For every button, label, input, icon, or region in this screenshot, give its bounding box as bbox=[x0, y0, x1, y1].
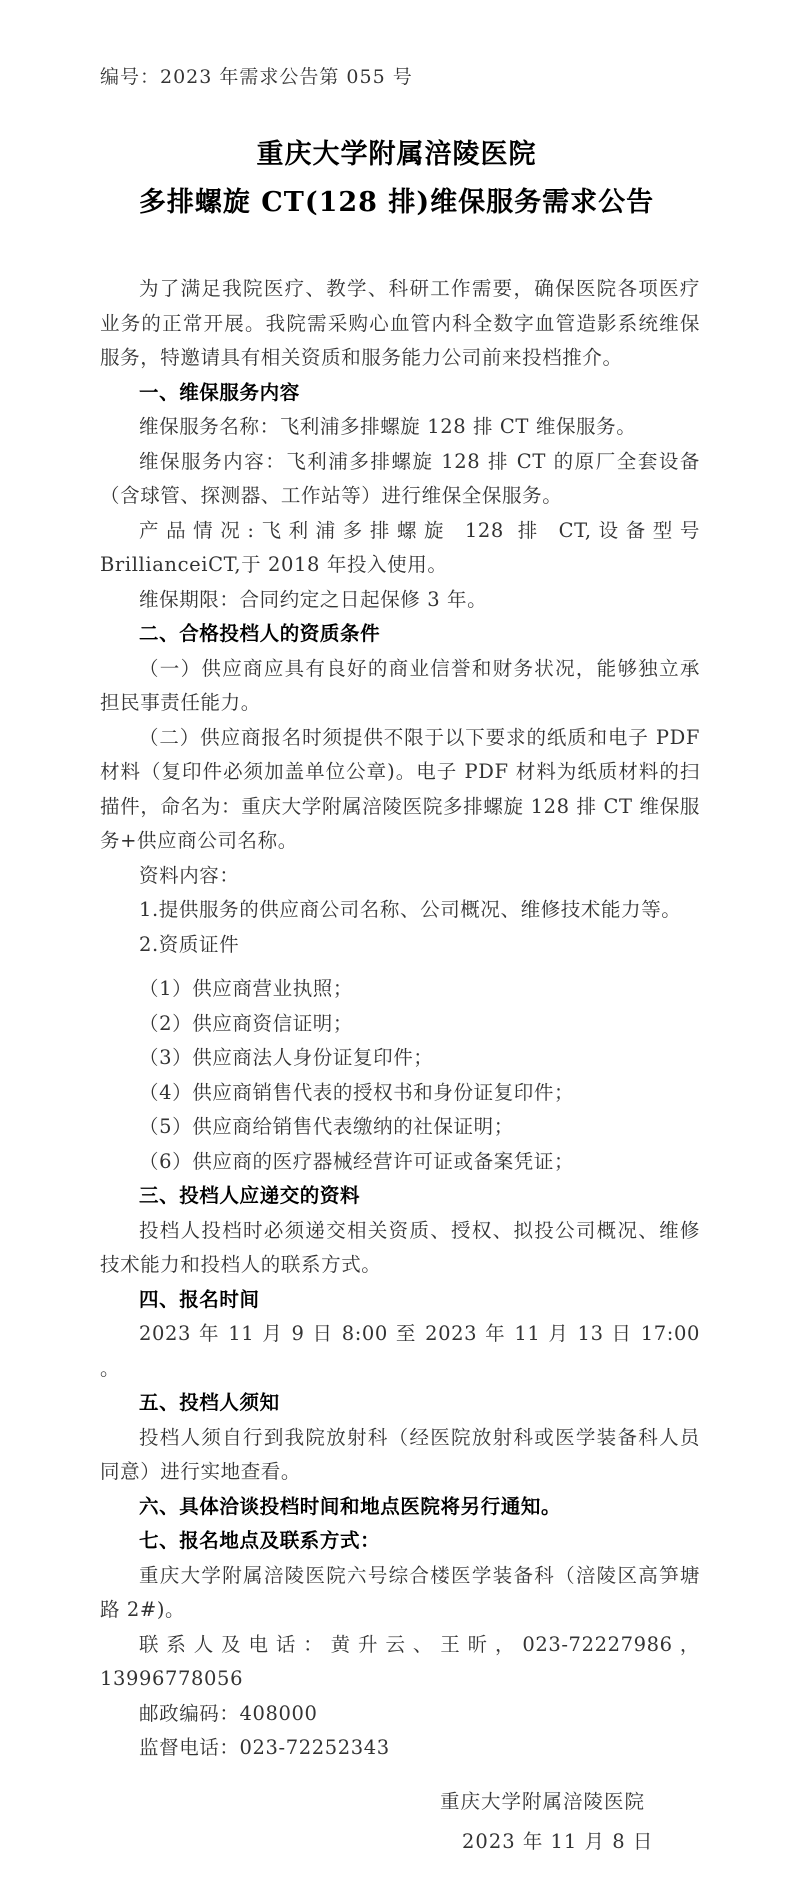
bidder-notice: 投档人须自行到我院放射科（经医院放射科或医学装备科人员同意）进行实地查看。 bbox=[100, 1425, 700, 1483]
cert-item: （3）供应商法人身份证复印件； bbox=[139, 1046, 434, 1069]
intro-paragraph: 为了满足我院医疗、教学、科研工作需要，确保医院各项医疗业务的正常开展。我院需采购心血管内科全数字血管造影系统维保服务，特邀请具有相关资质和服务能力公司前来投档推介。 bbox=[100, 277, 700, 369]
document-number: 编号：2023 年需求公告第 055 号 bbox=[100, 66, 413, 88]
service-name: 维保服务名称：飞利浦多排螺旋 128 排 CT 维保服务。 bbox=[139, 415, 637, 438]
section-heading-4: 四、报名时间 bbox=[139, 1287, 260, 1311]
document-body bbox=[100, 272, 700, 1766]
cert-item: （2）供应商资信证明； bbox=[139, 1011, 354, 1035]
section-heading-5: 五、投档人须知 bbox=[139, 1391, 280, 1414]
signature-organization: 重庆大学附属涪陵医院 bbox=[440, 1790, 646, 1813]
cert-item: （1）供应商营业执照； bbox=[139, 977, 354, 1000]
service-period: 维保期限：合同约定之日起保修 3 年。 bbox=[139, 587, 488, 611]
title-hospital: 重庆大学附属涪陵医院 bbox=[256, 139, 537, 170]
section-heading-2: 二、合格投档人的资质条件 bbox=[139, 622, 381, 645]
product-info: 产品情况:飞利浦多排螺旋 128 排 CT,设备型号 BrillianceiCT,于 2018 年投入使用。 bbox=[100, 518, 700, 576]
section-heading-1: 一、维保服务内容 bbox=[139, 380, 300, 404]
cert-item: （5）供应商给销售代表缴纳的社保证明； bbox=[139, 1115, 514, 1138]
supervision-phone: 监督电话：023-72252343 bbox=[139, 1736, 390, 1759]
qualification-item-2: （二）供应商报名时须提供不限于以下要求的纸质和电子 PDF 材料（复印件必须加盖单位公章)。电子 PDF 材料为纸质材料的扫描件，命名为：重庆大学附属涪陵医院多排螺旋 128 排 CT 维保服务+供应商公司名称。 bbox=[100, 725, 700, 852]
material-item-2: 2.资质证件 bbox=[139, 932, 240, 956]
material-item-1: 1.提供服务的供应商公司名称、公司概况、维修技术能力等。 bbox=[139, 898, 682, 921]
title-announcement: 多排螺旋 CT(128 排)维保服务需求公告 bbox=[138, 187, 655, 218]
cert-item: （6）供应商的医疗器械经营许可证或备案凭证； bbox=[139, 1149, 575, 1173]
section-heading-6: 六、具体洽谈投档时间和地点医院将另行通知。 bbox=[139, 1494, 562, 1518]
registration-address: 重庆大学附属涪陵医院六号综合楼医学装备科（涪陵区高笋塘路 2#)。 bbox=[100, 1563, 700, 1621]
submission-materials: 投档人投档时必须递交相关资质、授权、拟投公司概况、维修技术能力和投档人的联系方式。 bbox=[100, 1218, 700, 1276]
service-content: 维保服务内容：飞利浦多排螺旋 128 排 CT 的原厂全套设备（含球管、探测器、工作站等）进行维保全保服务。 bbox=[100, 449, 700, 507]
cert-item: （4）供应商销售代表的授权书和身份证复印件； bbox=[139, 1080, 575, 1104]
contact-info: 联系人及电话：黄升云、王昕，023-72227986，13996778056 bbox=[100, 1632, 700, 1690]
signature-date: 2023 年 11 月 8 日 bbox=[462, 1830, 654, 1853]
postcode: 邮政编码：408000 bbox=[139, 1701, 318, 1725]
registration-time: 2023 年 11 月 9 日 8:00 至 2023 年 11 月 13 日 17:00 。 bbox=[100, 1322, 700, 1380]
section-heading-3: 三、投档人应递交的资料 bbox=[139, 1184, 361, 1207]
materials-label: 资料内容： bbox=[139, 863, 240, 887]
section-heading-7: 七、报名地点及联系方式： bbox=[139, 1529, 381, 1552]
qualification-item-1: （一）供应商应具有良好的商业信誉和财务状况，能够独立承担民事责任能力。 bbox=[100, 656, 700, 714]
